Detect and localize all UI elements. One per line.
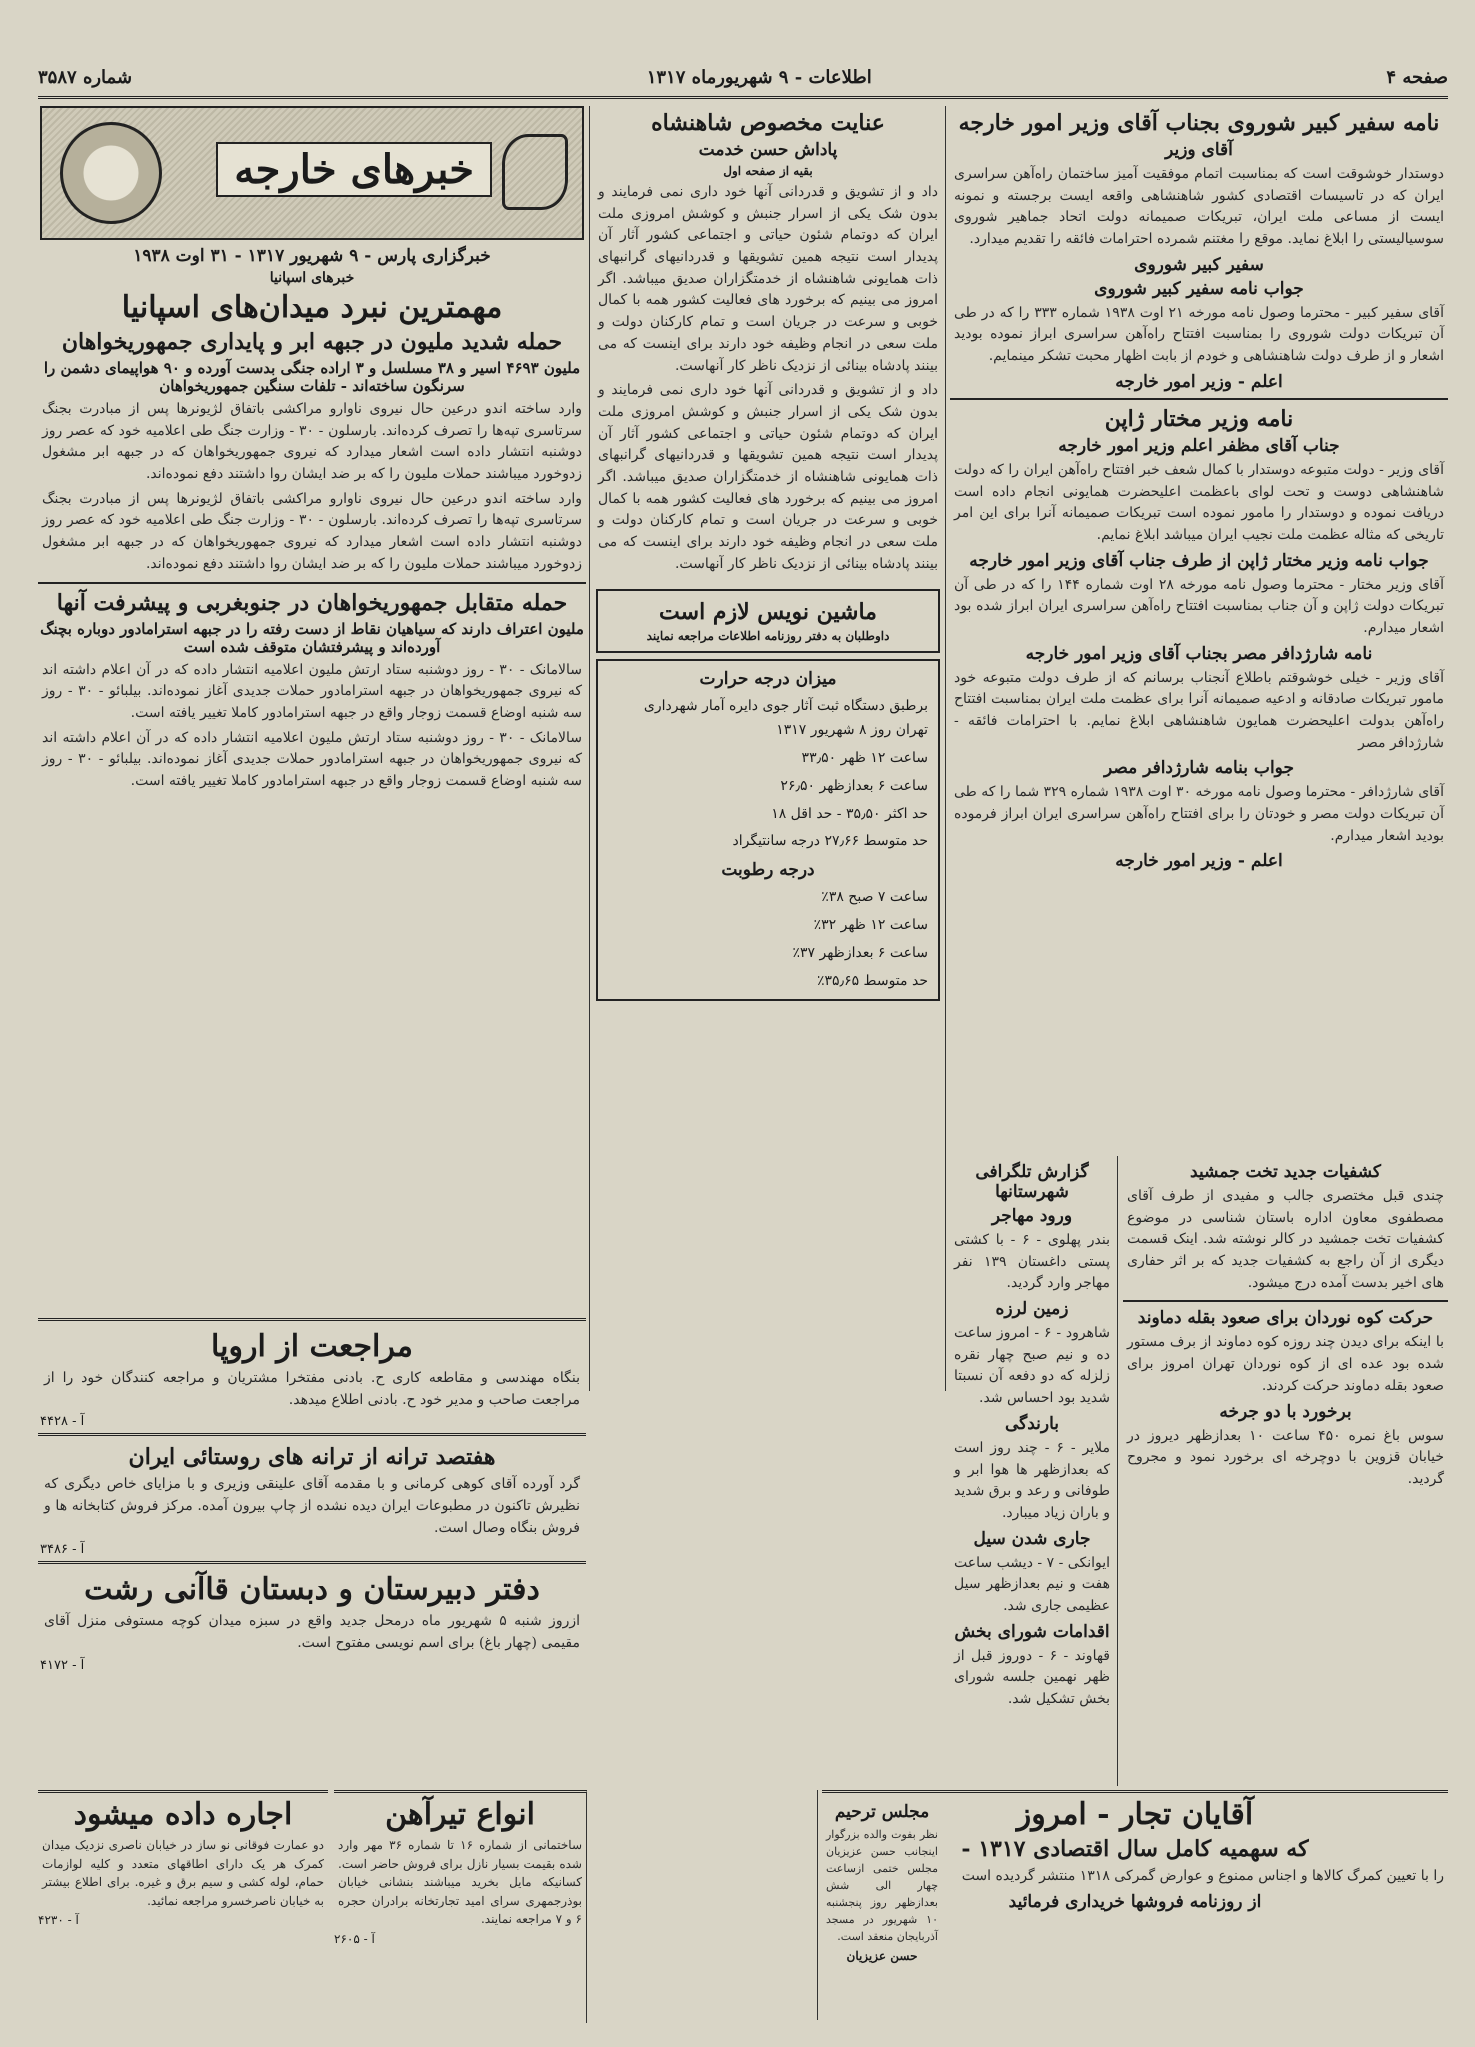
provinces-headline: گزارش تلگرافی شهرستانها bbox=[975, 1162, 1089, 1202]
songs-tel: آ - ۳۴۸۶ bbox=[40, 1542, 85, 1558]
paper-date: اطلاعات - ۹ شهریورماه ۱۳۱۷ bbox=[646, 66, 872, 88]
memorial-body: نظر بفوت والده بزرگوار اینجانب حسن عزیزیان مجلس ختمی ازساعت چهار الی شش بعدازظهر روز پنجشنبه ۱۰ شهریور در مسجد آذربایجان منعقد است. bbox=[826, 1828, 938, 1944]
royal-cont: بقیه از صفحه اول bbox=[723, 164, 813, 178]
typist-body: داوطلبان به دفتر روزنامه اطلاعات مراجعه نمایند bbox=[646, 629, 890, 644]
left-ads bbox=[38, 1318, 586, 1788]
japan-reply-title: جواب نامه وزیر مختار ژاپن از طرف جناب آقای وزیر امور خارجه bbox=[969, 550, 1429, 571]
iron-tel: آ - ۲۶۰۵ bbox=[334, 1931, 375, 1946]
spain-headline: مهمترین نبرد میدان‌های اسپانیا bbox=[121, 290, 503, 325]
foreign-news-banner bbox=[40, 106, 584, 240]
provinces-sub1: ورود مهاجر bbox=[991, 1206, 1073, 1226]
climbers-body: با اینکه برای دیدن چند روزه کوه دماوند از برف مستور شده بود عده ای از کوه نوردان تهران امروز برای صعود بقله دماوند حرکت کردند. bbox=[1127, 1334, 1444, 1394]
humidity-row: ساعت ۷ صبح ۳۸٪ bbox=[821, 889, 928, 906]
provinces-sub3: بارندگی bbox=[1004, 1413, 1060, 1434]
europe-body: بنگاه مهندسی و مقاطعه کاری ح. بادنی مفتخرا مشتریان و مراجعه کنندگان خود را از مراجعت صاحب و مدیر خود ح. بادنی اطلاع میدهد. bbox=[44, 1370, 580, 1408]
counterattack-body: سالامانک - ۳۰ - روز دوشنبه ستاد ارتش ملیون اعلامیه انتشار داده که در آن اعلام داشته اند که نیروی جمهوریخواهان در جبهه استرامادور حملات جدیدی آغاز نموده‌اند. بیلبائو - ۳۰ - روز سه شنبه اوضاع قسمت زوجار واقع در جبهه استرامادور کاملا تغییر یافته است. bbox=[42, 661, 582, 721]
school-ad bbox=[38, 1561, 586, 1676]
egypt-reply-sign: اعلم - وزیر امور خارجه bbox=[1115, 851, 1283, 872]
counterattack-body-cont: سالامانک - ۳۰ - روز دوشنبه ستاد ارتش ملیون اعلامیه انتشار داده که در آن اعلام داشته اند که نیروی جمهوریخواهان در جبهه استرامادور حملات جدیدی آغاز نموده‌اند. بیلبائو - ۳۰ - روز سه شنبه اوضاع قسمت زوجار واقع در جبهه استرامادور کاملا تغییر یافته است. bbox=[42, 729, 582, 789]
soviet-reply-title: جواب نامه سفیر کبیر شوروی bbox=[1094, 278, 1304, 299]
soviet-reply-sign: اعلم - وزیر امور خارجه bbox=[1115, 371, 1283, 392]
weather-row: حد اکثر ۳۵٫۵۰ - حد اقل ۱۸ bbox=[771, 805, 928, 822]
provinces-sub4: جاری شدن سیل bbox=[973, 1528, 1091, 1549]
traders-line: که سهمیه کامل سال اقتصادی ۱۳۱۷ - bbox=[961, 1836, 1309, 1862]
school-body: ازروز شنبه ۵ شهریور ماه درمحل جدید واقع در سبزه میدان کوچه مستوفی منزل آقای مقیمی (چهار باغ) برای اسم نویسی مفتوح است. bbox=[44, 1613, 580, 1652]
column-rule bbox=[817, 1790, 818, 2020]
climbers-headline: حرکت کوه نوردان برای صعود بقله دماوند bbox=[1137, 1308, 1434, 1329]
memorial-headline: مجلس ترحیم bbox=[834, 1802, 930, 1822]
traders-cta: از روزنامه فروشها خریداری فرمائید bbox=[1008, 1891, 1262, 1912]
weather-box bbox=[596, 659, 940, 1001]
iron-ad bbox=[334, 1790, 587, 2023]
jamshid-body: چندی قبل مختصری جالب و مفیدی از طرف آقای مصطفوی معاون اداره باستان شناسی در موضوع کشفیات تخت جمشید در کالر نوشته شد. اینک قسمت دیگری از آن راجع به کشفیات جدید که بر اثر حفاری های اخیر بدست آمده درج میشود. bbox=[1127, 1188, 1444, 1291]
memorial-signature: حسن عزیزیان bbox=[846, 1949, 918, 1964]
provinces-body5: قهاوند - ۶ - دوروز قبل از ظهر نهمین جلسه شورای بخش تشکیل شد. bbox=[954, 1647, 1110, 1707]
spain-body-cont: وارد ساخته اندو درعین حال نیروی ناوارو مراکشی باتفاق لژیونرها پس از مبادرت بجنگ سرتاسری تپه‌ها را تصرف کرده‌اند. بارسلون - ۳۰ - وزارت جنگ طی اعلامیه خود که عصر روز دوشنبه انتشار داده است اشعار میدارد که نیروی جمهوریخواهان که در جبهه ابر مشغول زدوخورد میباشند حملات ملیون را که بر ضد ایشان روا داشتند دفع نموده‌اند. bbox=[42, 490, 582, 572]
provinces-body2: شاهرود - ۶ - امروز ساعت ده و نیم صبح چهار نقره زلزله که دو دفعه آن نسبتا شدید بود احساس شد. bbox=[954, 1325, 1110, 1407]
japan-headline: نامه وزیر مختار ژاپن bbox=[1104, 405, 1294, 432]
middle-column bbox=[594, 106, 942, 1346]
page-label: صفحه ۴ bbox=[1386, 66, 1448, 88]
humidity-row: ساعت ۱۲ ظهر ۳۲٪ bbox=[813, 916, 928, 933]
europe-ad bbox=[38, 1318, 586, 1433]
provinces-body4: ایوانکی - ۷ - دیشب ساعت هفت و نیم بعدازظهر سیل عظیمی جاری شد. bbox=[954, 1554, 1110, 1614]
japan-reply-body: آقای وزیر مختار - محترما وصول نامه مورخه ۲۸ اوت شماره ۱۴۴ را که در طی آن تبریکات دولت ژاپن و آن جناب بمناسبت افتتاح راه‌آهن سراسری ایران ابراز شده بود اشعار میدارم. bbox=[954, 576, 1444, 636]
weather-row: ساعت ۶ بعدازظهر ۲۶٫۵۰ bbox=[780, 777, 928, 794]
soviet-sign: سفیر کبیر شوروی bbox=[1134, 254, 1264, 275]
provinces-body3: ملایر - ۶ - چند روز است که بعدازظهر ها هوا ابر و طوفانی و رعد و برق شدید و باران زیاد میبارد. bbox=[954, 1439, 1110, 1521]
counterattack-subhead: ملیون اعتراف دارند که سیاهیان نقاط از دست رفته را در جبهه استرامادور دوباره بچنگ آورده‌اند و پیشرفتشان متوقف شده است bbox=[40, 619, 584, 656]
spain-section: خبرهای اسپانیا bbox=[269, 270, 355, 286]
songs-body: گرد آورده آقای کوهی کرمانی و با مقدمه آقای علینقی وزیری و با مزایای خاص دیگری که نظیرش تاکنون در مطبوعات ایران دیده نشده از چاپ بیرون آمده. مرکز فروش کتابخانه ها و فروش بنگاه وصال است. bbox=[44, 1476, 580, 1536]
weather-row: ساعت ۱۲ ظهر ۳۳٫۵۰ bbox=[801, 749, 928, 766]
egypt-body: آقای وزیر - خیلی خوشوقتم باطلاع آنجناب برسانم که از طرف دولت متبوعه خود مامور تبریکات صادقانه و ادعیه صمیمانه آنرا برای عظمت ملت ایران بمناسبت افتتاح راه‌آهن بدولت اعلیحضرت همایون شاهنشاهی ابلاغ نمایم. با احترامات فائقه - شارژدافر مصر bbox=[954, 669, 1444, 751]
royal-body-cont: داد و از تشویق و قدردانی آنها خود داری نمی فرمایند و بدون شک یکی از اسرار جنبش و کوشش امروزی ملت ایران که دوتمام شئون حیاتی و اجتماعی کشور آثار آن پدیدار است نتیجه همین تشویقها و قدردانیهای گرانبهای ذات همایونی شاهنشاه از خدمتگزاران صدیق میباشد. اگر امروز می بینیم که برخورد های فعالیت کشور همه با کمال خوبی و سرعت در جریان است و تمام کارکنان دولت و ملت سعی در انجام وظیفه خود دارند برای اینست که می بینند پادشاه بینائی از نزدیک ناظر کار آنهاست. bbox=[598, 382, 938, 572]
europe-title: مراجعت از اروپا bbox=[211, 1329, 413, 1364]
rent-title: اجاره داده میشود bbox=[73, 1797, 293, 1832]
newspaper-page bbox=[38, 28, 1448, 2023]
masthead bbox=[38, 58, 1448, 99]
royal-body: داد و از تشویق و قدردانی آنها خود داری نمی فرمایند و بدون شک یکی از اسرار جنبش و کوشش امروزی ملت ایران که دوتمام شئون حیاتی و اجتماعی کشور آثار آن پدیدار است نتیجه همین تشویقها و قدردانیهای گرانبهای ذات همایونی شاهنشاه از خدمتگزاران صدیق میباشد. اگر امروز می بینیم که برخورد های فعالیت کشور همه با کمال خوبی و سرعت در جریان است و تمام کارکنان دولت و ملت سعی در انجام وظیفه خود دارند برای اینست که می بینند پادشاه بینائی از نزدیک ناظر کار آنهاست. bbox=[598, 184, 938, 374]
provinces-column bbox=[950, 1158, 1114, 1783]
royal-sub: پاداش حسن خدمت bbox=[698, 140, 838, 160]
dateline: خبرگزاری پارس - ۹ شهریور ۱۳۱۷ - ۳۱ اوت ۱۹۳۸ bbox=[133, 246, 491, 266]
songs-title: هفتصد ترانه از ترانه های روستائی ایران bbox=[128, 1444, 496, 1471]
column-rule bbox=[589, 106, 590, 1391]
collision-headline: برخورد با دو جرخه bbox=[1219, 1401, 1352, 1422]
traders-ad bbox=[822, 1790, 1448, 2023]
humidity-row: ساعت ۶ بعدازظهر ۳۷٪ bbox=[792, 944, 928, 961]
traders-body: را با تعیین کمرگ کالاها و اجناس ممنوع و عوارض گمرکی ۱۳۱۸ منتشر گردیده است bbox=[961, 1868, 1444, 1884]
traders-title: آقایان تجار - امروز bbox=[1016, 1797, 1254, 1832]
provinces-sub5: اقدامات شورای بخش bbox=[954, 1621, 1110, 1642]
japan-sub: جناب آقای مظفر اعلم وزیر امور خارجه bbox=[1058, 435, 1340, 456]
soviet-reply-body: آقای سفیر کبیر - محترما وصول نامه مورخه ۲۱ اوت ۱۹۳۸ شماره ۳۳۳ را که در طی آن تبریکات دولت شوروی را بمناسبت افتتاح راه‌آهن سراسری ابراز نموده بودید اشعار و از طرف دولت شاهنشاهی و خودم از بابت اظهار محبت تشکر مینمایم. bbox=[954, 304, 1444, 365]
europe-tel: آ - ۴۴۲۸ bbox=[40, 1414, 85, 1430]
humidity-title: درجه رطوبت bbox=[721, 860, 815, 881]
jamshid-headline: کشفیات جدید تخت جمشید bbox=[1190, 1162, 1381, 1182]
banner-title: خبرهای خارجه bbox=[216, 142, 492, 197]
soviet-salutation: آقای وزیر bbox=[1165, 140, 1233, 160]
issue-number: شماره ۳۵۸۷ bbox=[38, 66, 133, 88]
soviet-body: دوستدار خوشوقت است که بمناسبت اتمام موفقیت آمیز ساختمان راه‌آهن سراسری ایران که در تاسیسات اقتصادی کشور شاهنشاهی واقعه ایست برجسته و نمونه ایست از مساعی ملت ایران، تبریکات صمیمانه دولت اتحاد جماهیر شوروی سوسیالیستی را ابلاغ نماید. موقع را مغتنم شمرده احترامات فائقه را تقدیم میدارد. bbox=[954, 166, 1444, 248]
typist-headline: ماشین نویس لازم است bbox=[659, 599, 877, 626]
egypt-headline: نامه شارژدافر مصر بجناب آقای وزیر امور خارجه bbox=[1025, 643, 1373, 664]
iron-body: ساختمانی از شماره ۱۶ تا شماره ۳۶ مهر وارد شده بقیمت بسیار نازل برای فروش حاضر است. کسانیکه مایل بخرید میباشند بنشانی خیابان بوذرجمهری سرای امید تجارتخانه برادران حجره ۶ و ۷ مراجعه نمایند. bbox=[338, 1838, 582, 1927]
spain-subhead: ملیون ۴۶۹۳ اسیر و ۳۸ مسلسل و ۳ اراده جنگی بدست آورده و ۹۰ هواپیمای دشمن را سرنگون ساخته‌اند - تلفات سنگین جمهوریخواهان bbox=[43, 359, 581, 395]
jamshid-column bbox=[1123, 1158, 1448, 1783]
egypt-reply-body: آقای شارژدافر - محترما وصول نامه مورخه ۳۰ اوت ۱۹۳۸ شماره ۳۲۹ شما را که طی آن تبریکات دولت مصر و خودتان را برای افتتاح راه‌آهن سراسری ایران ابراز فرموده بودید اشعار میدارم. bbox=[954, 784, 1444, 844]
globe-icon bbox=[60, 122, 162, 224]
counterattack-headline: حمله متقابل جمهوریخواهان در جنوبغربی و پیشرفت آنها bbox=[56, 589, 568, 616]
collision-body: سوس باغ نمره ۴۵۰ ساعت ۱۰ بعدازظهر دیروز در خیابان قزوین با دوچرخه ای برخورد نمود و مجروح گردید. bbox=[1127, 1427, 1445, 1487]
spain-headline-2: حمله شدید ملیون در جبهه ابر و پایداری جمهوریخواهان bbox=[61, 329, 563, 355]
typist-ad bbox=[596, 589, 940, 653]
left-column bbox=[38, 106, 586, 1386]
japan-body: آقای وزیر - دولت متبوعه دوستدار با کمال شعف خبر افتتاح راه‌آهن ایران را که دولت شاهنشاهی دوست و تحت لوای باعظمت اعلیحضرت همایونی انجام داده است دریافت نموده و دوستدار را مامور نموده است تبریکات صمیمانه آنرا برای این امر تاریخی که مثاله عظمت ملت نجیب ایران میباشد ابلاغ نمایم. bbox=[954, 461, 1444, 543]
school-title: دفتر دبیرستان و دبستان قاآنی رشت bbox=[84, 1572, 540, 1608]
spain-body: وارد ساخته اندو درعین حال نیروی ناوارو مراکشی باتفاق لژیونرها پس از مبادرت بجنگ سرتاسری تپه‌ها را تصرف کرده‌اند. بارسلون - ۳۰ - وزارت جنگ طی اعلامیه خود که عصر روز دوشنبه انتشار داده است اشعار میدارد که نیروی جمهوریخواهان که در جبهه ابر مشغول زدوخورد میباشند حملات ملیون را که بر ضد ایشان روا داشتند دفع نموده‌اند. bbox=[42, 401, 582, 483]
soviet-headline: نامه سفیر کبیر شوروی بجناب آقای وزیر امور خارجه bbox=[958, 110, 1440, 136]
weather-station: برطبق دستگاه ثبت آثار جوی دایره آمار شهرداری تهران روز ۸ شهریور ۱۳۱۷ bbox=[643, 698, 928, 739]
rent-body: دو عمارت فوقانی نو ساز در خیابان ناصری نزدیک میدان کمرک هر یک دارای اطاقهای متعدد و کلیه لوازمات حمام، لوله کشی و سیم برق و غیره. برای اطلاع بیشتر به خیابان ناصرخسرو مراجعه نمائید. bbox=[42, 1838, 324, 1908]
humidity-row: حد متوسط ۳۵٫۶۵٪ bbox=[816, 972, 928, 989]
divider bbox=[950, 398, 1448, 400]
trumpet-icon bbox=[502, 134, 568, 210]
royal-headline: عنایت مخصوص شاهنشاه bbox=[651, 110, 885, 136]
egypt-reply-title: جواب بنامه شارژدافر مصر bbox=[1104, 758, 1294, 779]
column-rule bbox=[945, 106, 946, 1391]
rent-ad bbox=[38, 1790, 328, 2023]
provinces-sub2: زمین لرزه bbox=[995, 1299, 1069, 1320]
provinces-body1: بندر پهلوی - ۶ - با کشتی پستی داغستان ۱۳۹ نفر مهاجر وارد گردید. bbox=[954, 1232, 1110, 1292]
iron-title: انواع تیرآهن bbox=[385, 1797, 535, 1832]
column-rule bbox=[1117, 1156, 1118, 1786]
divider bbox=[1123, 1300, 1448, 1302]
weather-row: حد متوسط ۲۷٫۶۶ درجه سانتیگراد bbox=[732, 833, 928, 850]
school-tel: آ - ۴۱۷۲ bbox=[40, 1657, 85, 1673]
right-column bbox=[950, 106, 1448, 1156]
songs-ad bbox=[38, 1433, 586, 1561]
rent-tel: آ - ۴۲۳۰ bbox=[38, 1913, 79, 1928]
weather-title: میزان درجه حرارت bbox=[699, 669, 837, 690]
divider bbox=[38, 582, 586, 584]
